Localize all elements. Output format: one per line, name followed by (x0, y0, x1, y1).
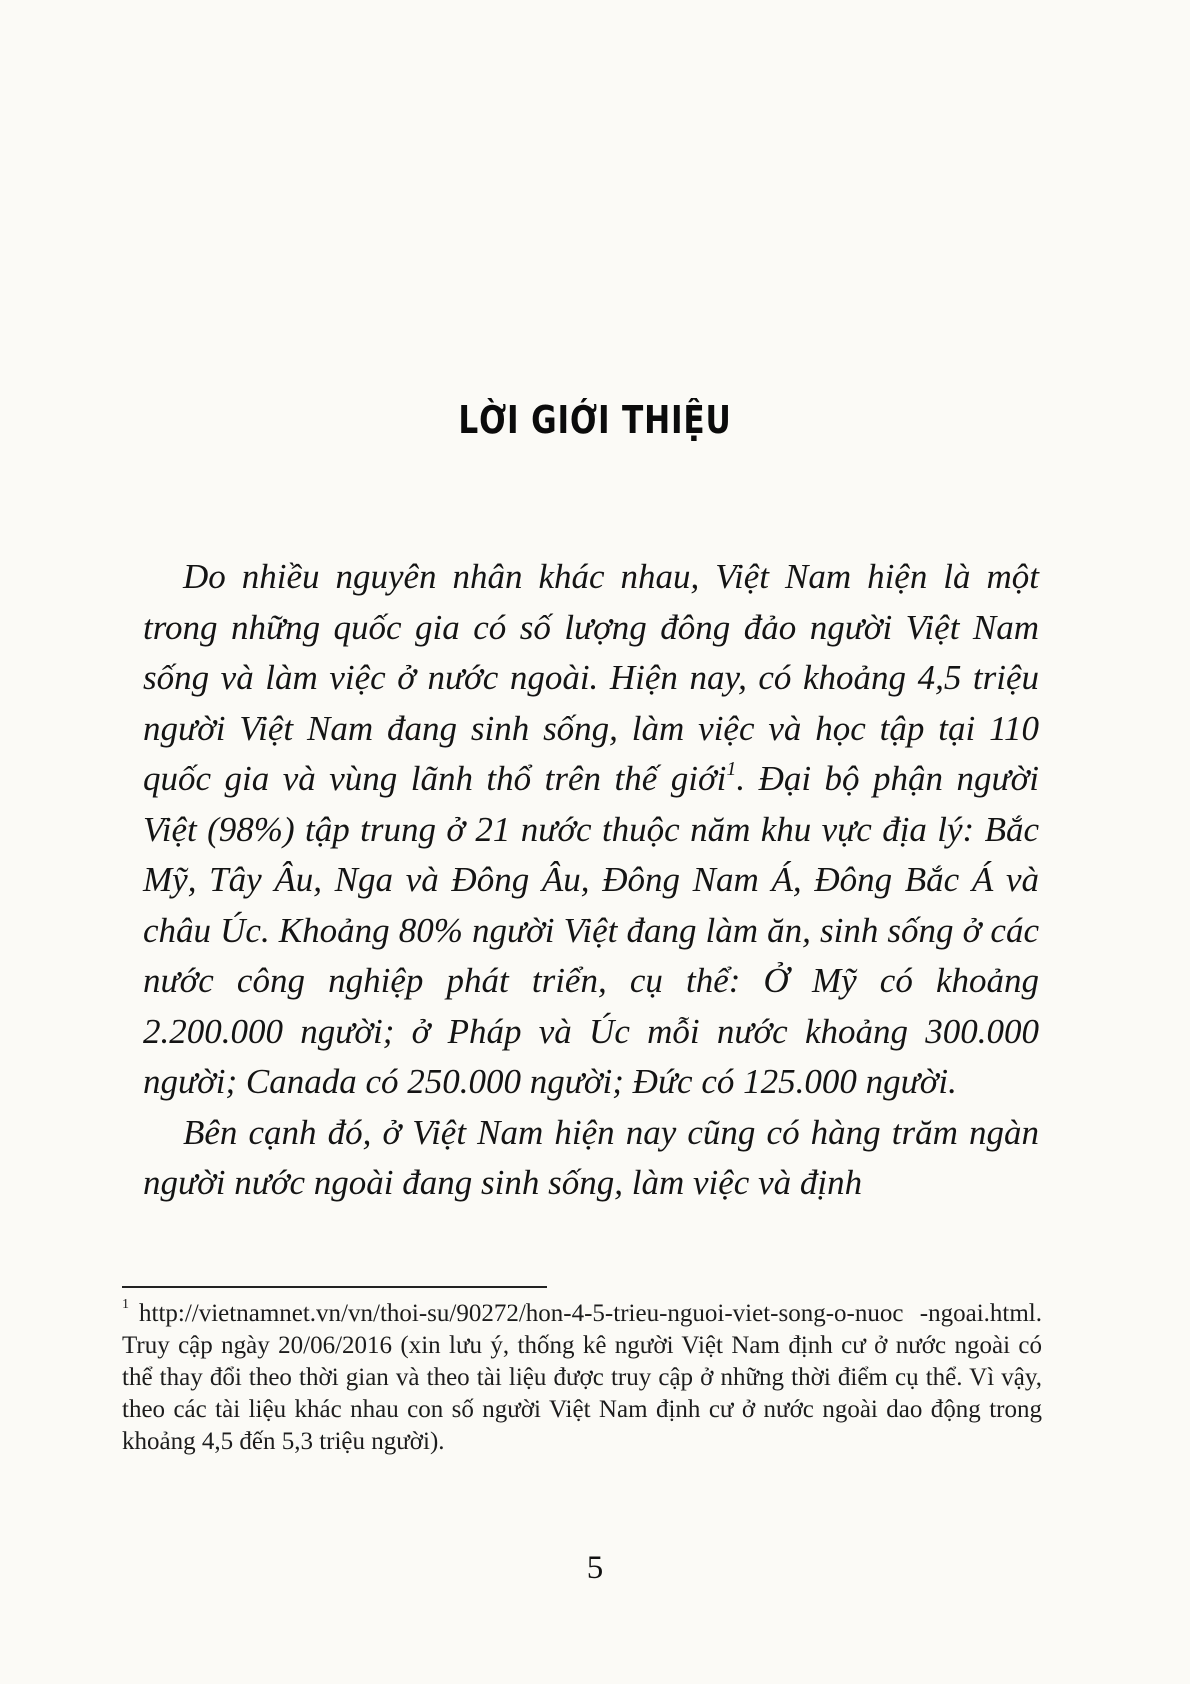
paragraph-1-text-after-note: . Đại bộ phận người Việt (98%) tập trung ở 21 nước thuộc năm khu vực địa lý: Bắc Mỹ, Tây Âu, Nga và Đông Âu, Đông Nam Á, Đông Bắc Á và châu Úc. Khoảng 80% người Việt đang làm ăn, sinh sống ở các nước công nghiệp phát triển, cụ thể: Ở Mỹ có khoảng 2.200.000 người; ở Pháp và Úc mỗi nước khoảng 300.000 người; Canada có 250.000 người; Đức có 125.000 người. (143, 759, 1040, 1101)
paragraph-1-text-before-note: Do nhiều nguyên nhân khác nhau, Việt Nam hiện là một trong những quốc gia có số lượng đông đảo người Việt Nam sống và làm việc ở nước ngoài. Hiện nay, có khoảng 4,5 triệu người Việt Nam đang sinh sống, làm việc và học tập tại 110 quốc gia và vùng lãnh thổ trên thế giới (143, 557, 1039, 798)
paragraph-1 (143, 552, 1039, 1108)
body-text (143, 552, 1039, 1209)
footnote-text: http://vietnamnet.vn/vn/thoi-su/90272/hon-4-5-trieu-nguoi-viet-song-o-nuoc -ngoai.html. Truy cập ngày 20/06/2016 (xin lưu ý, thống kê người Việt Nam định cư ở nước ngoài có thể thay đổi theo thời gian và theo tài liệu được truy cập ở những thời điểm cụ thể. Vì vậy, theo các tài liệu khác nhau con số người Việt Nam định cư ở nước ngoài dao động trong khoảng 4,5 đến 5,3 triệu người). (122, 1300, 1042, 1455)
footnote-reference: 1 (726, 758, 737, 781)
footnote-mark: 1 (122, 1296, 129, 1312)
footnotes (122, 1298, 1042, 1458)
footnote-separator (122, 1286, 547, 1288)
paragraph-2: Bên cạnh đó, ở Việt Nam hiện nay cũng có hàng trăm ngàn người nước ngoài đang sinh sống, làm việc và định (143, 1112, 1039, 1202)
page-title: LỜI GIỚI THIỆU (458, 398, 732, 442)
footnote-item (122, 1298, 1042, 1458)
page-number: 5 (586, 1550, 604, 1586)
